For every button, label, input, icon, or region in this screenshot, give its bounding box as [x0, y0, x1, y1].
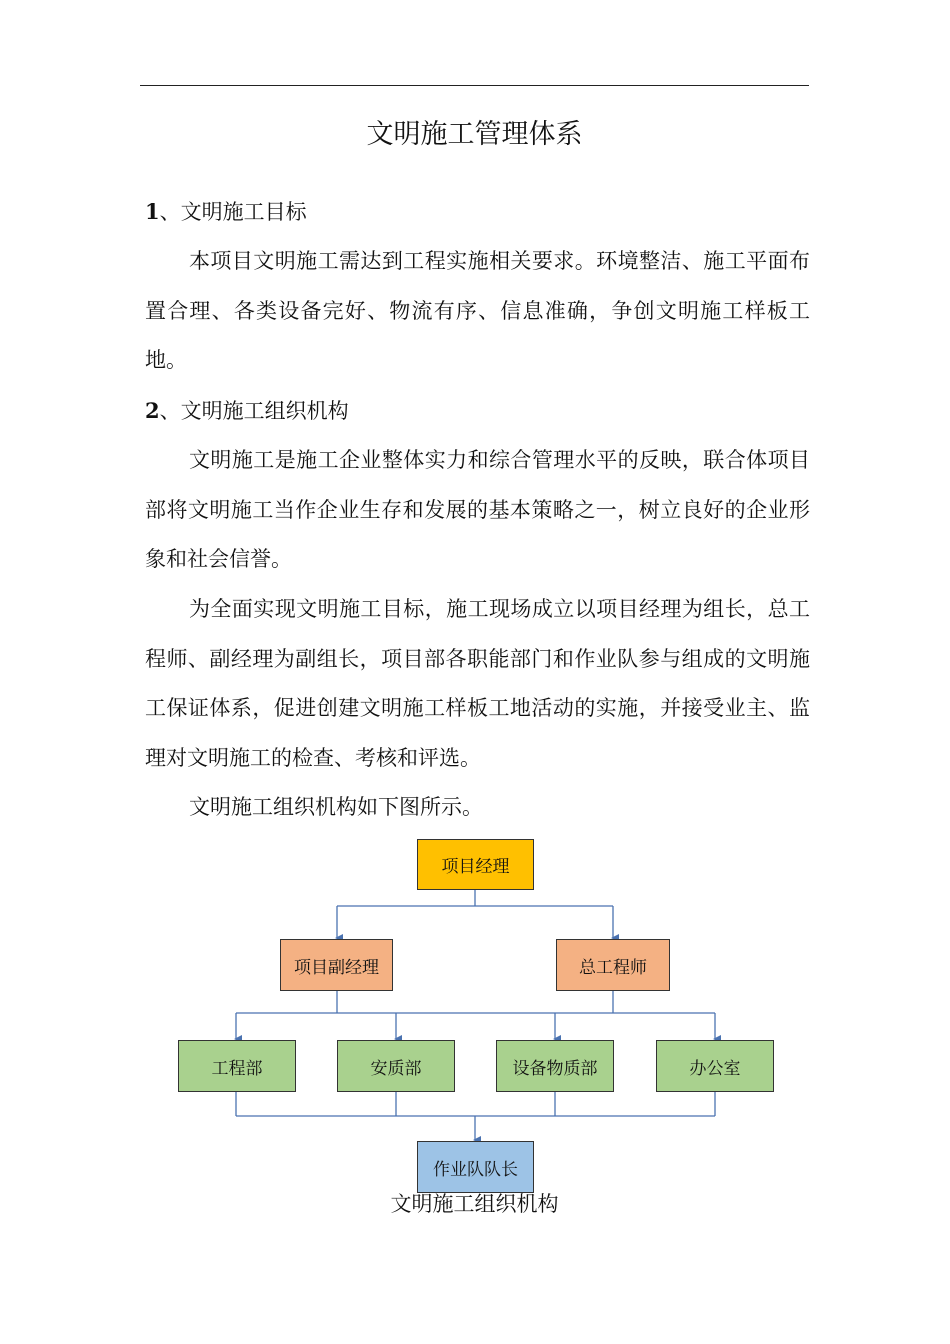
org-node-project-manager: 项目经理 — [417, 839, 534, 890]
section2-paragraph-3: 文明施工组织机构如下图所示。 — [189, 795, 483, 819]
section1-paragraph: 本项目文明施工需达到工程实施相关要求。环境整洁、施工平面布置合理、各类设备完好、物流有序、信息准确，争创文明施工样板工地。 — [145, 249, 810, 372]
org-node-deputy-manager: 项目副经理 — [280, 939, 393, 991]
org-node-quality-safety-dept: 安质部 — [337, 1040, 455, 1092]
section2-paragraph-2: 为全面实现文明施工目标，施工现场成立以项目经理为组长，总工程师、副经理为副组长，项目部各职能部门和作业队参与组成的文明施工保证体系，促进创建文明施工样板工地活动的实施，并接受业主、监理对文明施工的检查、考核和评选。 — [145, 597, 810, 770]
org-node-office: 办公室 — [656, 1040, 774, 1092]
section1-number: 1 — [145, 199, 160, 224]
section2-paragraph-1: 文明施工是施工企业整体实力和综合管理水平的反映，联合体项目部将文明施工当作企业生存和发展的基本策略之一，树立良好的企业形象和社会信誉。 — [145, 448, 810, 571]
page-title: 文明施工管理体系 — [366, 119, 583, 150]
org-node-equipment-materials-dept: 设备物质部 — [496, 1040, 614, 1092]
org-node-chief-engineer: 总工程师 — [556, 939, 670, 991]
org-chart-caption: 文明施工组织机构 — [390, 1192, 559, 1216]
section2-number: 2 — [145, 398, 160, 423]
org-node-engineering-dept: 工程部 — [178, 1040, 296, 1092]
section2-title: 、文明施工组织机构 — [159, 399, 349, 423]
org-node-team-leader: 作业队队长 — [417, 1141, 534, 1193]
section1-title: 、文明施工目标 — [159, 200, 307, 224]
